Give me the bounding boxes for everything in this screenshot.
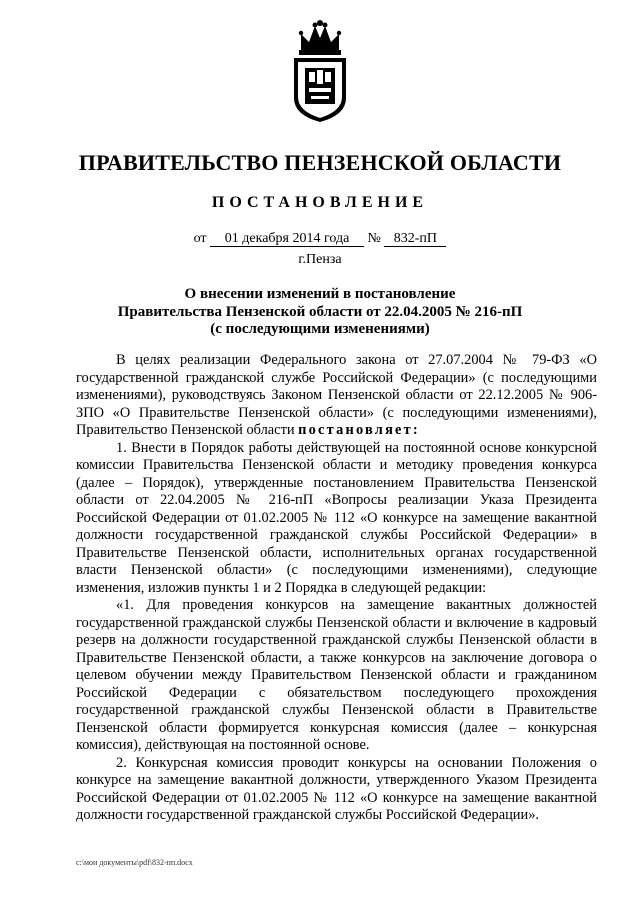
date-prefix: от <box>193 231 207 246</box>
document-date: 01 декабря 2014 года <box>210 231 364 247</box>
file-path-footer: c:\мои документы\pdf\832-пп.docx <box>76 858 193 867</box>
number-sign: № <box>367 231 381 246</box>
document-type: ПОСТАНОВЛЕНИЕ <box>211 194 429 211</box>
decree-word: постановляет: <box>298 422 420 438</box>
government-title: ПРАВИТЕЛЬСТВО ПЕНЗЕНСКОЙ ОБЛАСТИ <box>78 150 562 175</box>
intro-paragraph <box>76 352 597 440</box>
city: г.Пенза <box>298 252 342 267</box>
subject-line: (с последующими изменениями) <box>210 321 430 337</box>
date-number-line <box>0 231 640 247</box>
document-subject <box>0 286 640 339</box>
subject-line: Правительства Пензенской области от 22.04.2005 № 216-пП <box>117 303 523 320</box>
subject-line: О внесении изменений в постановление <box>184 286 456 302</box>
quoted-item-1-paragraph: «1. Для проведения конкурсов на замещение вакантных должностей государственной гражданской службы Пензенской области и включение в кадровый резерв на должности государственной гражданской службы Пензенской области в Правительстве Пензенской области, а также конкурсов на заключение договора о целевом обучении между Правительством Пензенской области и гражданином Российской Федерации с обязательством последующего прохождения государственной гражданской службы Пензенской области в Правительстве Пензенской области формируется конкурсная комиссия (далее – конкурсная комиссия), действующая на постоянной основе. <box>76 597 597 753</box>
item-1-paragraph: 1. Внести в Порядок работы действующей на постоянной основе конкурсной комиссии Правительства Пензенской области и методику проведения конкурса (далее – Порядок), утвержденные постановлением Правительства Пензенской области от 22.04.2005 № 216-пП «Вопросы реализации Указа Президента Российской Федерации от 01.02.2005 № 112 «О конкурсе на замещение вакантной должности государственной гражданской службы Российской Федерации» в Правительстве Пензенской области, исполнительных органах государственной власти Пензенской области» (с последующими изменениями), следующие изменения, изложив пункты 1 и 2 Порядка в следующей редакции: <box>76 439 597 596</box>
intro-text: В целях реализации Федерального закона от 27.07.2004 № 79-ФЗ «О государственной гражданской службе Российской Федерации» (с последующими изменениями), руководствуясь Законом Пензенской области от 22.12.2005 № 906-ЗПО «О Правительстве Пензенской области» (с последующими изменениями), Правительство Пензенской области <box>76 352 597 438</box>
document-number: 832-пП <box>384 231 446 247</box>
document-body <box>76 352 597 825</box>
coat-of-arms-icon <box>289 20 351 124</box>
quoted-item-2-paragraph: 2. Конкурсная комиссия проводит конкурсы на основании Положения о конкурсе на замещение вакантной должности, утвержденного Указом Президента Российской Федерации от 01.02.2005 № 112 «О конкурсе на замещение вакантной должности государственной гражданской службы Российской Федерации». <box>76 754 597 823</box>
